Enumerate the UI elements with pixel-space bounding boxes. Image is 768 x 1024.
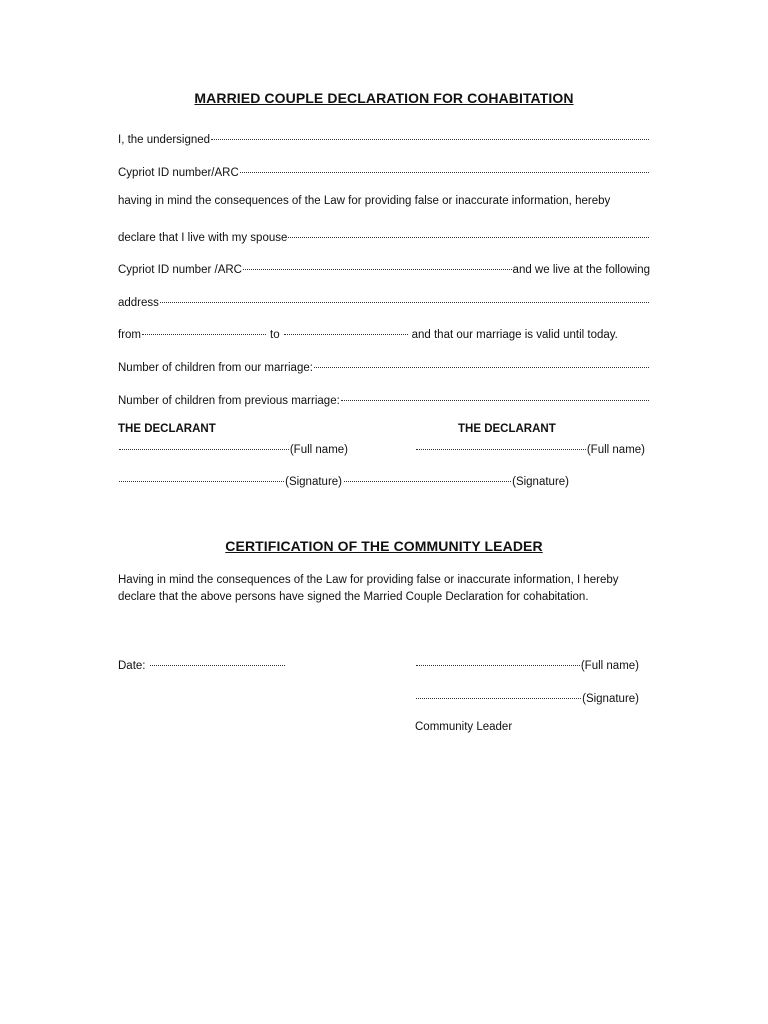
declarant-right-signature: [343, 471, 569, 489]
undersigned-line: [118, 129, 650, 147]
consequences-line: [118, 194, 650, 208]
to-label: to: [270, 329, 280, 341]
id-label-1: Cypriot ID number/ARC: [118, 167, 239, 179]
children-previous-blank[interactable]: [341, 390, 649, 404]
leader-signature-label: (Signature): [582, 693, 639, 705]
id-label-2: Cypriot ID number /ARC: [118, 264, 242, 276]
declarant-left-fullname: [118, 439, 348, 457]
id-line-1: [118, 162, 650, 180]
full-name-label-left: (Full name): [289, 444, 348, 456]
children-marriage-line: [118, 357, 650, 375]
live-at-text: and we live at the following: [512, 264, 650, 276]
declarant-right-fullname-blank[interactable]: [416, 439, 586, 453]
undersigned-label: I, the undersigned: [118, 134, 211, 146]
date-blank[interactable]: [150, 655, 286, 669]
address-label: address: [118, 297, 159, 309]
certification-title: CERTIFICATION OF THE COMMUNITY LEADER: [225, 538, 543, 554]
declarant-left-signature-blank[interactable]: [119, 471, 284, 485]
id-blank-2[interactable]: [243, 259, 512, 273]
address-blank[interactable]: [160, 292, 649, 306]
leader-signature-blank[interactable]: [416, 688, 581, 702]
from-label: from: [118, 329, 141, 341]
id-line-2: [118, 259, 650, 277]
declarant-left-heading: THE DECLARANT: [118, 423, 216, 435]
signature-label-left: (Signature): [285, 476, 342, 488]
children-previous-label: Number of children from previous marriage:: [118, 395, 340, 407]
certification-text: Having in mind the consequences of the Law for providing false or inaccurate information, I hereby declare that the above persons have signed the Married Couple Declaration for cohabitation.: [118, 574, 619, 603]
community-leader-label: Community Leader: [415, 721, 513, 733]
address-line: [118, 292, 650, 310]
children-marriage-label: Number of children from our marriage:: [118, 362, 313, 374]
valid-until-text: and that our marriage is valid until today.: [411, 329, 618, 341]
to-blank[interactable]: [284, 324, 408, 338]
from-blank[interactable]: [142, 324, 266, 338]
spouse-label: declare that I live with my spouse: [118, 232, 288, 244]
children-previous-line: [118, 390, 650, 408]
declarant-left-signature: [118, 471, 342, 489]
children-marriage-blank[interactable]: [314, 357, 649, 371]
spouse-line: [118, 227, 650, 245]
declaration-title: MARRIED COUPLE DECLARATION FOR COHABITATION: [194, 90, 574, 106]
declarant-right-heading: THE DECLARANT: [458, 423, 556, 435]
undersigned-blank[interactable]: [211, 129, 649, 143]
spouse-blank[interactable]: [288, 227, 649, 241]
consequences-text: having in mind the consequences of the Law for providing false or inaccurate information, hereby: [118, 195, 611, 207]
signature-label-right: (Signature): [512, 476, 569, 488]
declarant-right-fullname: [415, 439, 645, 457]
date-label: Date:: [118, 660, 146, 672]
date-line: [118, 655, 286, 673]
id-blank-1[interactable]: [240, 162, 649, 176]
leader-fullname-blank[interactable]: [416, 655, 580, 669]
leader-full-name-label: (Full name): [580, 660, 639, 672]
declarant-right-signature-blank[interactable]: [344, 471, 511, 485]
declarant-left-fullname-blank[interactable]: [119, 439, 289, 453]
full-name-label-right: (Full name): [586, 444, 645, 456]
leader-signature-line: [415, 688, 639, 706]
dates-line: [118, 324, 650, 342]
leader-fullname-line: [415, 655, 639, 673]
